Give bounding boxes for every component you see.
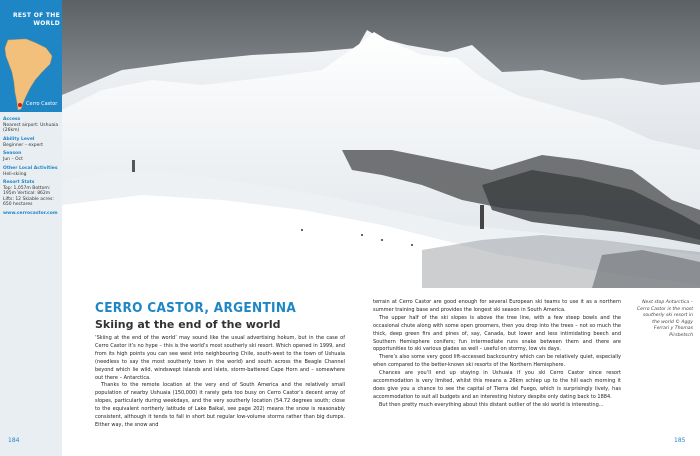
page-number-right: 185 bbox=[674, 437, 686, 444]
paragraph: The upper half of the ski slopes is above the tree line, with a few steep bowls and the occasional chute along with some open groomers, then you drop into the trees – not so much the thick, deep green firs and pines of, say, Canada, but lower and less intimidating beech and Southern Hemisphere conifers; fun intermediate runs snake between them and there are opportunities to ski various glades as well – useful on stormy, low vis days. bbox=[373, 314, 621, 353]
page-number-left: 184 bbox=[8, 437, 20, 444]
info-activities bbox=[3, 166, 61, 177]
section-header bbox=[0, 0, 62, 38]
paragraph: But then pretty much everything about this distant outlier of the ski world is interesting... bbox=[379, 401, 604, 408]
info-ability bbox=[3, 137, 61, 148]
info-value: Nearest airport: Ushuaia (26km) bbox=[3, 123, 59, 134]
photo-caption: Next stop Antarctica – Cerro Castor is the most southerly ski resort in the world © Aggy Ferrari y Thomas Pirsbetsch bbox=[636, 300, 693, 338]
paragraph: terrain at Cerro Castor are good enough for several European ski teams to use it as a northern summer training base and provides the longest ski season in South America. bbox=[373, 299, 621, 313]
website-link[interactable]: www.cerrocastor.com bbox=[3, 210, 58, 216]
body-column-right bbox=[373, 299, 621, 410]
info-label: Season bbox=[3, 151, 22, 157]
info-panel bbox=[3, 117, 61, 216]
info-access bbox=[3, 117, 61, 134]
sidebar bbox=[0, 0, 62, 456]
locator-map bbox=[0, 38, 62, 112]
info-value: Top: 1,057m Bottom: 195m Vertical: 862m Lifts: 12 Skiable acres: 650 hectares bbox=[3, 186, 54, 208]
info-label: Access bbox=[3, 117, 21, 122]
location-marker bbox=[18, 103, 22, 107]
snowy-mountain-illustration bbox=[62, 0, 700, 288]
info-value: Heli-skiing bbox=[3, 171, 27, 177]
info-value: Jun – Oct bbox=[3, 157, 23, 163]
info-stats bbox=[3, 180, 61, 208]
article-subtitle: Skiing at the end of the world bbox=[95, 318, 281, 331]
info-season bbox=[3, 151, 61, 162]
paragraph: There’s also some very good lift-accessed backcountry which can be relatively quiet, especially when compared to the better-known ski resorts of the Northern Hemisphere. bbox=[373, 354, 621, 369]
paragraph: Chances are you’ll end up staying in Ushuaia if you ski Cerro Castor since resort accommodation is very limited, whilst this means a 26km schlep up to the hill each morning it does give you a chance to see the capital of Tierra del Fuego, which is surprisingly lively, has accommodation to suit all budgets and an interesting history despite only dating back to 1884. bbox=[373, 370, 621, 400]
paragraph: ‘Skiing at the end of the world’ may sound like the usual advertising hokum, but in the case of Cerro Castor it’s no hype – this is the world’s most southerly ski resort. Which opened in 1999, and from its high points you can see west into neighbouring Chile, south-west to the town of Ushuaia (needless to say the most southerly town in the world) and south across the Beagle Channel beyond which lie wild, windswept islands and islets, storm-battered Cape Horn and – somewhere out there – Antarctica. bbox=[95, 335, 345, 381]
info-value: Beginner – expert bbox=[3, 142, 43, 148]
info-label: Other Local Activities bbox=[3, 165, 58, 171]
paragraph: Thanks to the remote location at the very end of South America and the relatively small population of nearby Ushuaia (150,000) it rarely gets too busy on Cerro Castor’s decent array of slopes, particularly during weekdays, and the very southerly location (54.72 degrees south; close to the equivalent northerly latitude of Lake Baikal, see page 202) means the snow is reasonably consistent, although it tends to fall in short but regular low-volume storms rather than big dumps. Either way, the snow and bbox=[95, 382, 345, 428]
info-label: Resort Stats bbox=[3, 180, 35, 186]
mountain-photo bbox=[62, 0, 700, 288]
body-column-left bbox=[95, 335, 345, 430]
info-label: Ability Level bbox=[3, 136, 35, 142]
section-title: REST OF THE WORLD bbox=[12, 12, 60, 27]
article-title: CERRO CASTOR, ARGENTINA bbox=[95, 300, 297, 316]
map-label: Cerro Castor bbox=[26, 101, 58, 107]
